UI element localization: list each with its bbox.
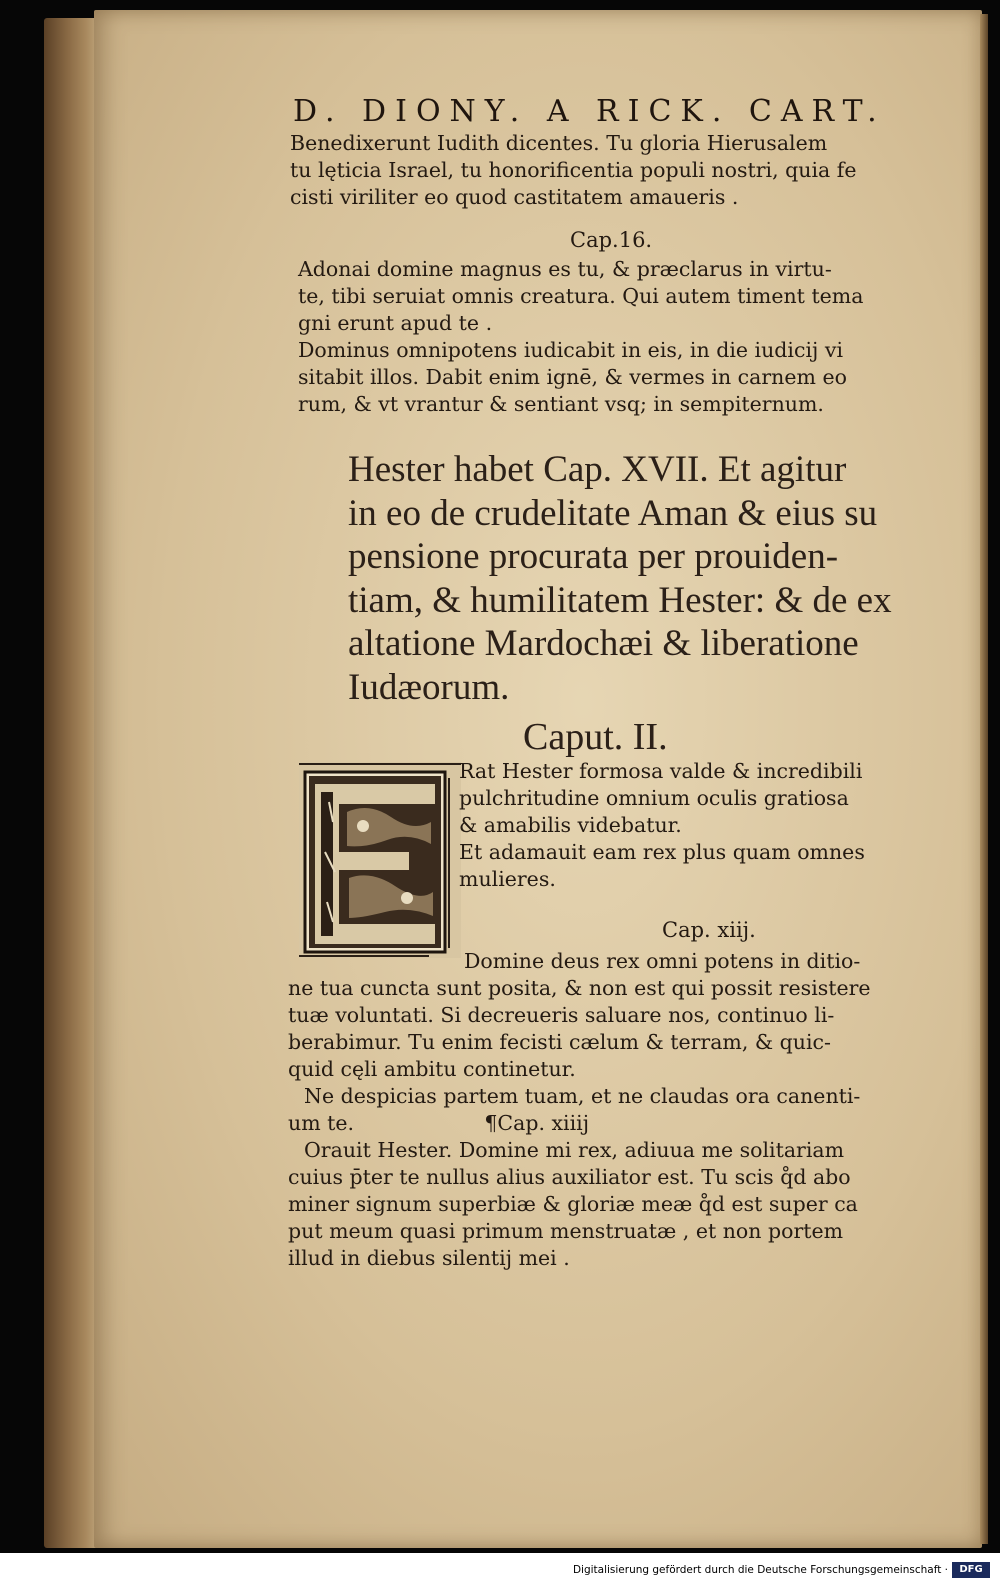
text-line: Adonai domine magnus es tu, & præclarus in virtu- bbox=[298, 257, 832, 281]
text-line: illud in diebus silentij mei . bbox=[288, 1246, 570, 1270]
running-head: D. DIONY. A RICK. CART. bbox=[293, 94, 886, 129]
heading-line: altatione Mardochæi & liberatione bbox=[348, 623, 859, 664]
text-line: & amabilis videbatur. bbox=[459, 813, 682, 837]
text-line: ne tua cuncta sunt posita, & non est qui possit resistere bbox=[288, 976, 871, 1000]
paragraph-judith bbox=[290, 130, 970, 211]
dfg-logo: DFG bbox=[952, 1562, 990, 1578]
text-line: Benedixerunt Iudith dicentes. Tu gloria Hierusalem bbox=[290, 131, 828, 155]
text-line: Ne despicias partem tuam, et ne claudas ora canenti- bbox=[304, 1084, 861, 1108]
heading-line: Hester habet Cap. XVII. Et agitur bbox=[348, 449, 847, 490]
paragraph-adonai bbox=[298, 256, 968, 418]
text-line: um te. ¶Cap. xiiij bbox=[288, 1111, 590, 1135]
section-heading-hester bbox=[348, 448, 968, 709]
text-line: te, tibi seruiat omnis creatura. Qui autem timent tema bbox=[298, 284, 864, 308]
text-line: miner signum superbiæ & gloriæ meæ q̊d est super ca bbox=[288, 1192, 858, 1216]
footer-bar bbox=[0, 1553, 1000, 1587]
text-line: put meum quasi primum menstruatæ , et non portem bbox=[288, 1219, 844, 1243]
text-line: Rat Hester formosa valde & incredibili bbox=[459, 759, 863, 783]
text-line: gni erunt apud te . bbox=[298, 311, 493, 335]
text-line: rum, & vt vrantur & sentiant vsq; in sempiternum. bbox=[298, 392, 824, 416]
text-line: Dominus omnipotens iudicabit in eis, in die iudicij vi bbox=[298, 338, 844, 362]
text-line: mulieres. bbox=[459, 867, 556, 891]
text-line: tuæ voluntati. Si decreueris saluare nos, continuo li- bbox=[288, 1003, 835, 1027]
text-line: quid cęli ambitu continetur. bbox=[288, 1057, 576, 1081]
heading-line: Iudæorum. bbox=[348, 666, 510, 708]
text-line: Orauit Hester. Domine mi rex, adiuua me solitariam bbox=[304, 1138, 845, 1162]
text-line: Domine deus rex omni potens in ditio- bbox=[464, 949, 861, 973]
decorated-initial-e-woodcut bbox=[299, 762, 461, 958]
heading-line: tiam, & humilitatem Hester: & de ex bbox=[348, 579, 892, 621]
text-line: sitabit illos. Dabit enim ignē, & vermes in carnem eo bbox=[298, 365, 847, 389]
caput-title: Caput. II. bbox=[523, 716, 668, 758]
text-line: cuius p̄ter te nullus alius auxiliator est. Tu scis q̊d abo bbox=[288, 1165, 851, 1189]
heading-line: pensione procurata per prouiden- bbox=[348, 536, 839, 577]
chapter-label-xiij: Cap. xiij. bbox=[662, 918, 756, 942]
chapter-label-16: Cap.16. bbox=[570, 228, 653, 252]
heading-line: in eo de crudelitate Aman & eius su bbox=[348, 492, 878, 534]
paragraph-domine-deus bbox=[288, 948, 968, 1272]
page-fore-edge bbox=[980, 14, 988, 1544]
paragraph-erat-hester bbox=[459, 758, 969, 893]
text-line: Et adamauit eam rex plus quam omnes bbox=[459, 840, 865, 864]
text-line: pulchritudine omnium oculis gratiosa bbox=[459, 786, 849, 810]
text-line: cisti viriliter eo quod castitatem amaueris . bbox=[290, 185, 739, 209]
funding-note: Digitalisierung gefördert durch die Deutsche Forschungsgemeinschaft · bbox=[572, 1564, 948, 1576]
text-line: tu lęticia Israel, tu honorificentia populi nostri, quia fe bbox=[290, 158, 857, 182]
text-line: berabimur. Tu enim fecisti cælum & terram, & quic- bbox=[288, 1030, 831, 1054]
